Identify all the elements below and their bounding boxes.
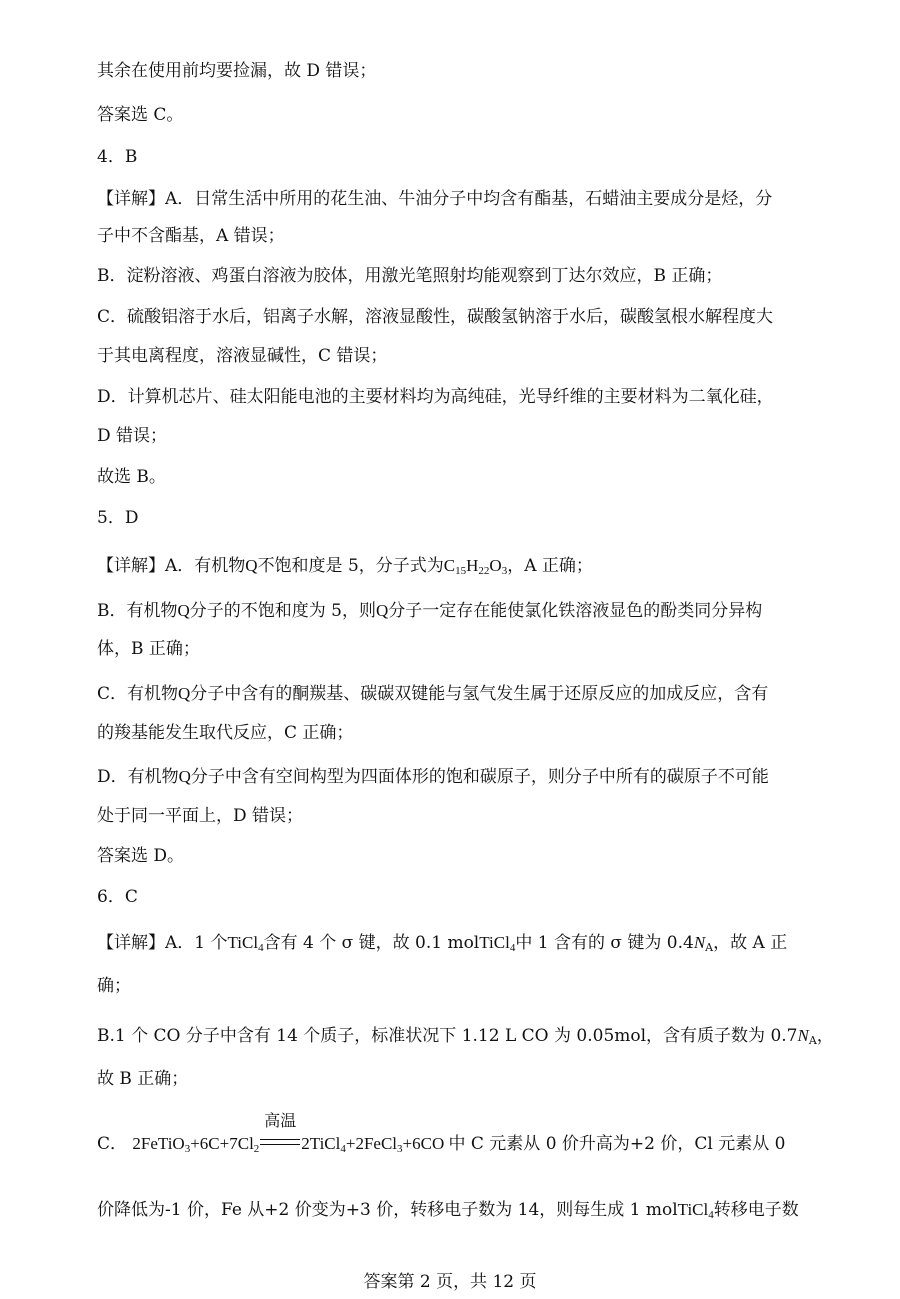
text-line: 于其电离程度，溶液显碱性，C 错误； — [97, 346, 388, 366]
page-footer: 答案第 2 页，共 12 页 — [363, 1272, 537, 1292]
reaction-condition: 高温 — [259, 1133, 301, 1155]
text-line: C．硫酸铝溶于水后，铝离子水解，溶液显酸性，碳酸氢钠溶于水后，碳酸氢根水解程度大 — [97, 307, 774, 327]
chemical-equation-line: C． $2FeTiO_3+6C+7Cl_2$ 高温 2TiCl$_4$+2FeCl$_3$+6CO 中 C 元素从 0 价升高为+2 价，Cl 元素从 0 — [97, 1113, 786, 1155]
text-line: C．有机物Q分子中含有的酮羰基、碳碳双键能与氢气发生属于还原反应的加成反应，含有 — [97, 684, 769, 704]
text-line: B.1 个 CO 分子中含有 14 个质子，标准状况下 1.12 L CO 为 0.05mol，含有质子数为 $0.7N_A$， — [97, 1026, 834, 1047]
text-line: 价降低为-1 价，Fe 从+2 价变为+3 价，转移电子数为 14，则每生成 1 molTiCl$_4$转移电子数 — [97, 1200, 799, 1221]
text-line: 的羧基能发生取代反应，C 正确； — [97, 723, 354, 743]
text-line: B．淀粉溶液、鸡蛋白溶液为胶体，用激光笔照射均能观察到丁达尔效应，B 正确； — [97, 266, 723, 286]
answer-heading: 6．C — [97, 887, 138, 907]
text-line: 【详解】A．日常生活中所用的花生油、牛油分子中均含有酯基，石蜡油主要成分是烃，分 — [97, 189, 773, 209]
text-line: 答案选 C。 — [97, 105, 184, 125]
chemical-equation: $2FeTiO_3+6C+7Cl_2$ 高温 2TiCl$_4$+2FeCl$_3$+6CO — [132, 1113, 445, 1155]
text-line: 【详解】A．有机物Q不饱和度是 5，分子式为$C_{15}H_{22}O_3$，A 正确； — [97, 556, 593, 577]
text-line: 其余在使用前均要捡漏，故 D 错误； — [97, 61, 377, 81]
text-line: 确； — [97, 976, 131, 996]
text-line: 故选 B。 — [97, 467, 166, 487]
molecular-formula: $C_{15}H_{22}O_3$ — [443, 556, 508, 577]
text-line: 子中不含酯基，A 错误； — [97, 226, 285, 246]
text-line: 【详解】A．1 个TiCl$_4$含有 4 个 σ 键，故 0.1 molTiCl$_4$中 1 含有的 σ 键为 $0.4N_A$，故 A 正 — [97, 933, 788, 954]
text-line: 处于同一平面上，D 错误； — [97, 806, 304, 826]
text-line: B．有机物Q分子的不饱和度为 5，则Q分子一定存在能使氯化铁溶液显色的酚类同分异构 — [97, 601, 763, 621]
text-line: D．有机物Q分子中含有空间构型为四面体形的饱和碳原子，则分子中所有的碳原子不可能 — [97, 767, 769, 787]
answer-heading: 4．B — [97, 147, 138, 167]
text-line: 体，B 正确； — [97, 639, 200, 659]
text-line: D 错误； — [97, 426, 168, 446]
answer-heading: 5．D — [97, 508, 139, 528]
text-line: 答案选 D。 — [97, 846, 185, 866]
text-line: 故 B 正确； — [97, 1069, 189, 1089]
text-line: D．计算机芯片、硅太阳能电池的主要材料均为高纯硅，光导纤维的主要材料为二氧化硅， — [97, 387, 774, 407]
